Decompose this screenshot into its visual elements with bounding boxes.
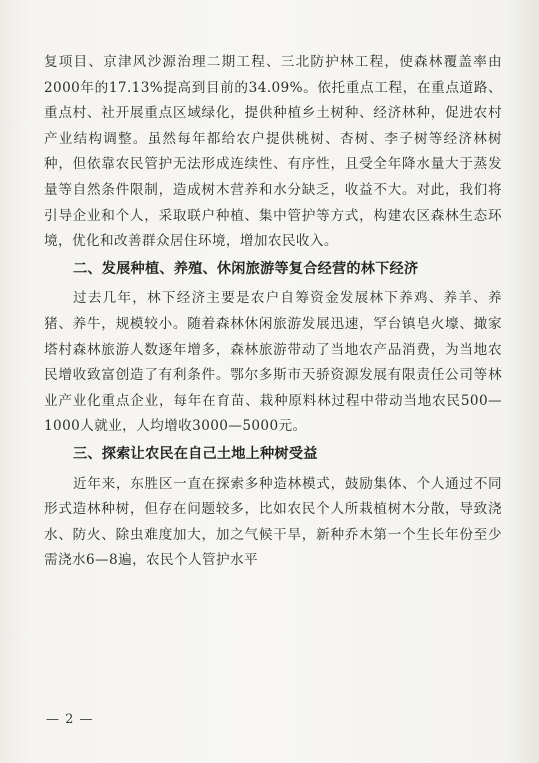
section-heading-2: 二、发展种植、养殖、休闲旅游等复合经营的林下经济 [73, 260, 419, 277]
section-heading-3: 三、探索让农民在自己土地上种树受益 [73, 445, 318, 462]
paragraph-forest-economy: 过去几年，林下经济主要是农户自筹资金发展林下养鸡、养羊、养猪、养牛，规模较小。随着森林休闲旅游发展迅速，罕台镇皂火壕、撖家塔村森林旅游人数逐年增多，森林旅游带动了当地农产品消费，为当地农民增收致富创造了有利条件。鄂尔多斯市天骄资源发展有限责任公司等林业产业化重点企业，每年在育苗、栽种原料林过程中带动当地农民500—1000人就业，人均增收3000—5000元。 [44, 290, 502, 435]
paragraph-continuation: 复项目、京津风沙源治理二期工程、三北防护林工程，使森林覆盖率由2000年的17.13%提高到目前的34.09%。依托重点工程，在重点道路、重点村、社开展重点区域绿化，提供种植乡土树种、经济林种，促进农村产业结构调整。虽然每年都给农户提供桃树、杏树、李子树等经济林树种，但依靠农民管护无法形成连续性、有序性，且受全年降水量大于蒸发量等自然条件限制，造成树木营养和水分缺乏，收益不大。对此，我们将引导企业和个人，采取联户种植、集中管护等方式，构建农区森林生态环境，优化和改善群众居住环境，增加农民收入。 [44, 54, 502, 250]
page-number: — 2 — [46, 712, 94, 727]
document-body [44, 50, 502, 574]
paragraph-farmer-planting: 近年来，东胜区一直在探索多种造林模式，鼓励集体、个人通过不同形式造林种树，但存在问题较多，比如农民个人所栽植树木分散，导致浇水、防火、除虫难度加大，加之气候干旱，新种乔木第一个生长年份至少需浇水6—8遍，农民个人管护水平 [44, 475, 502, 569]
